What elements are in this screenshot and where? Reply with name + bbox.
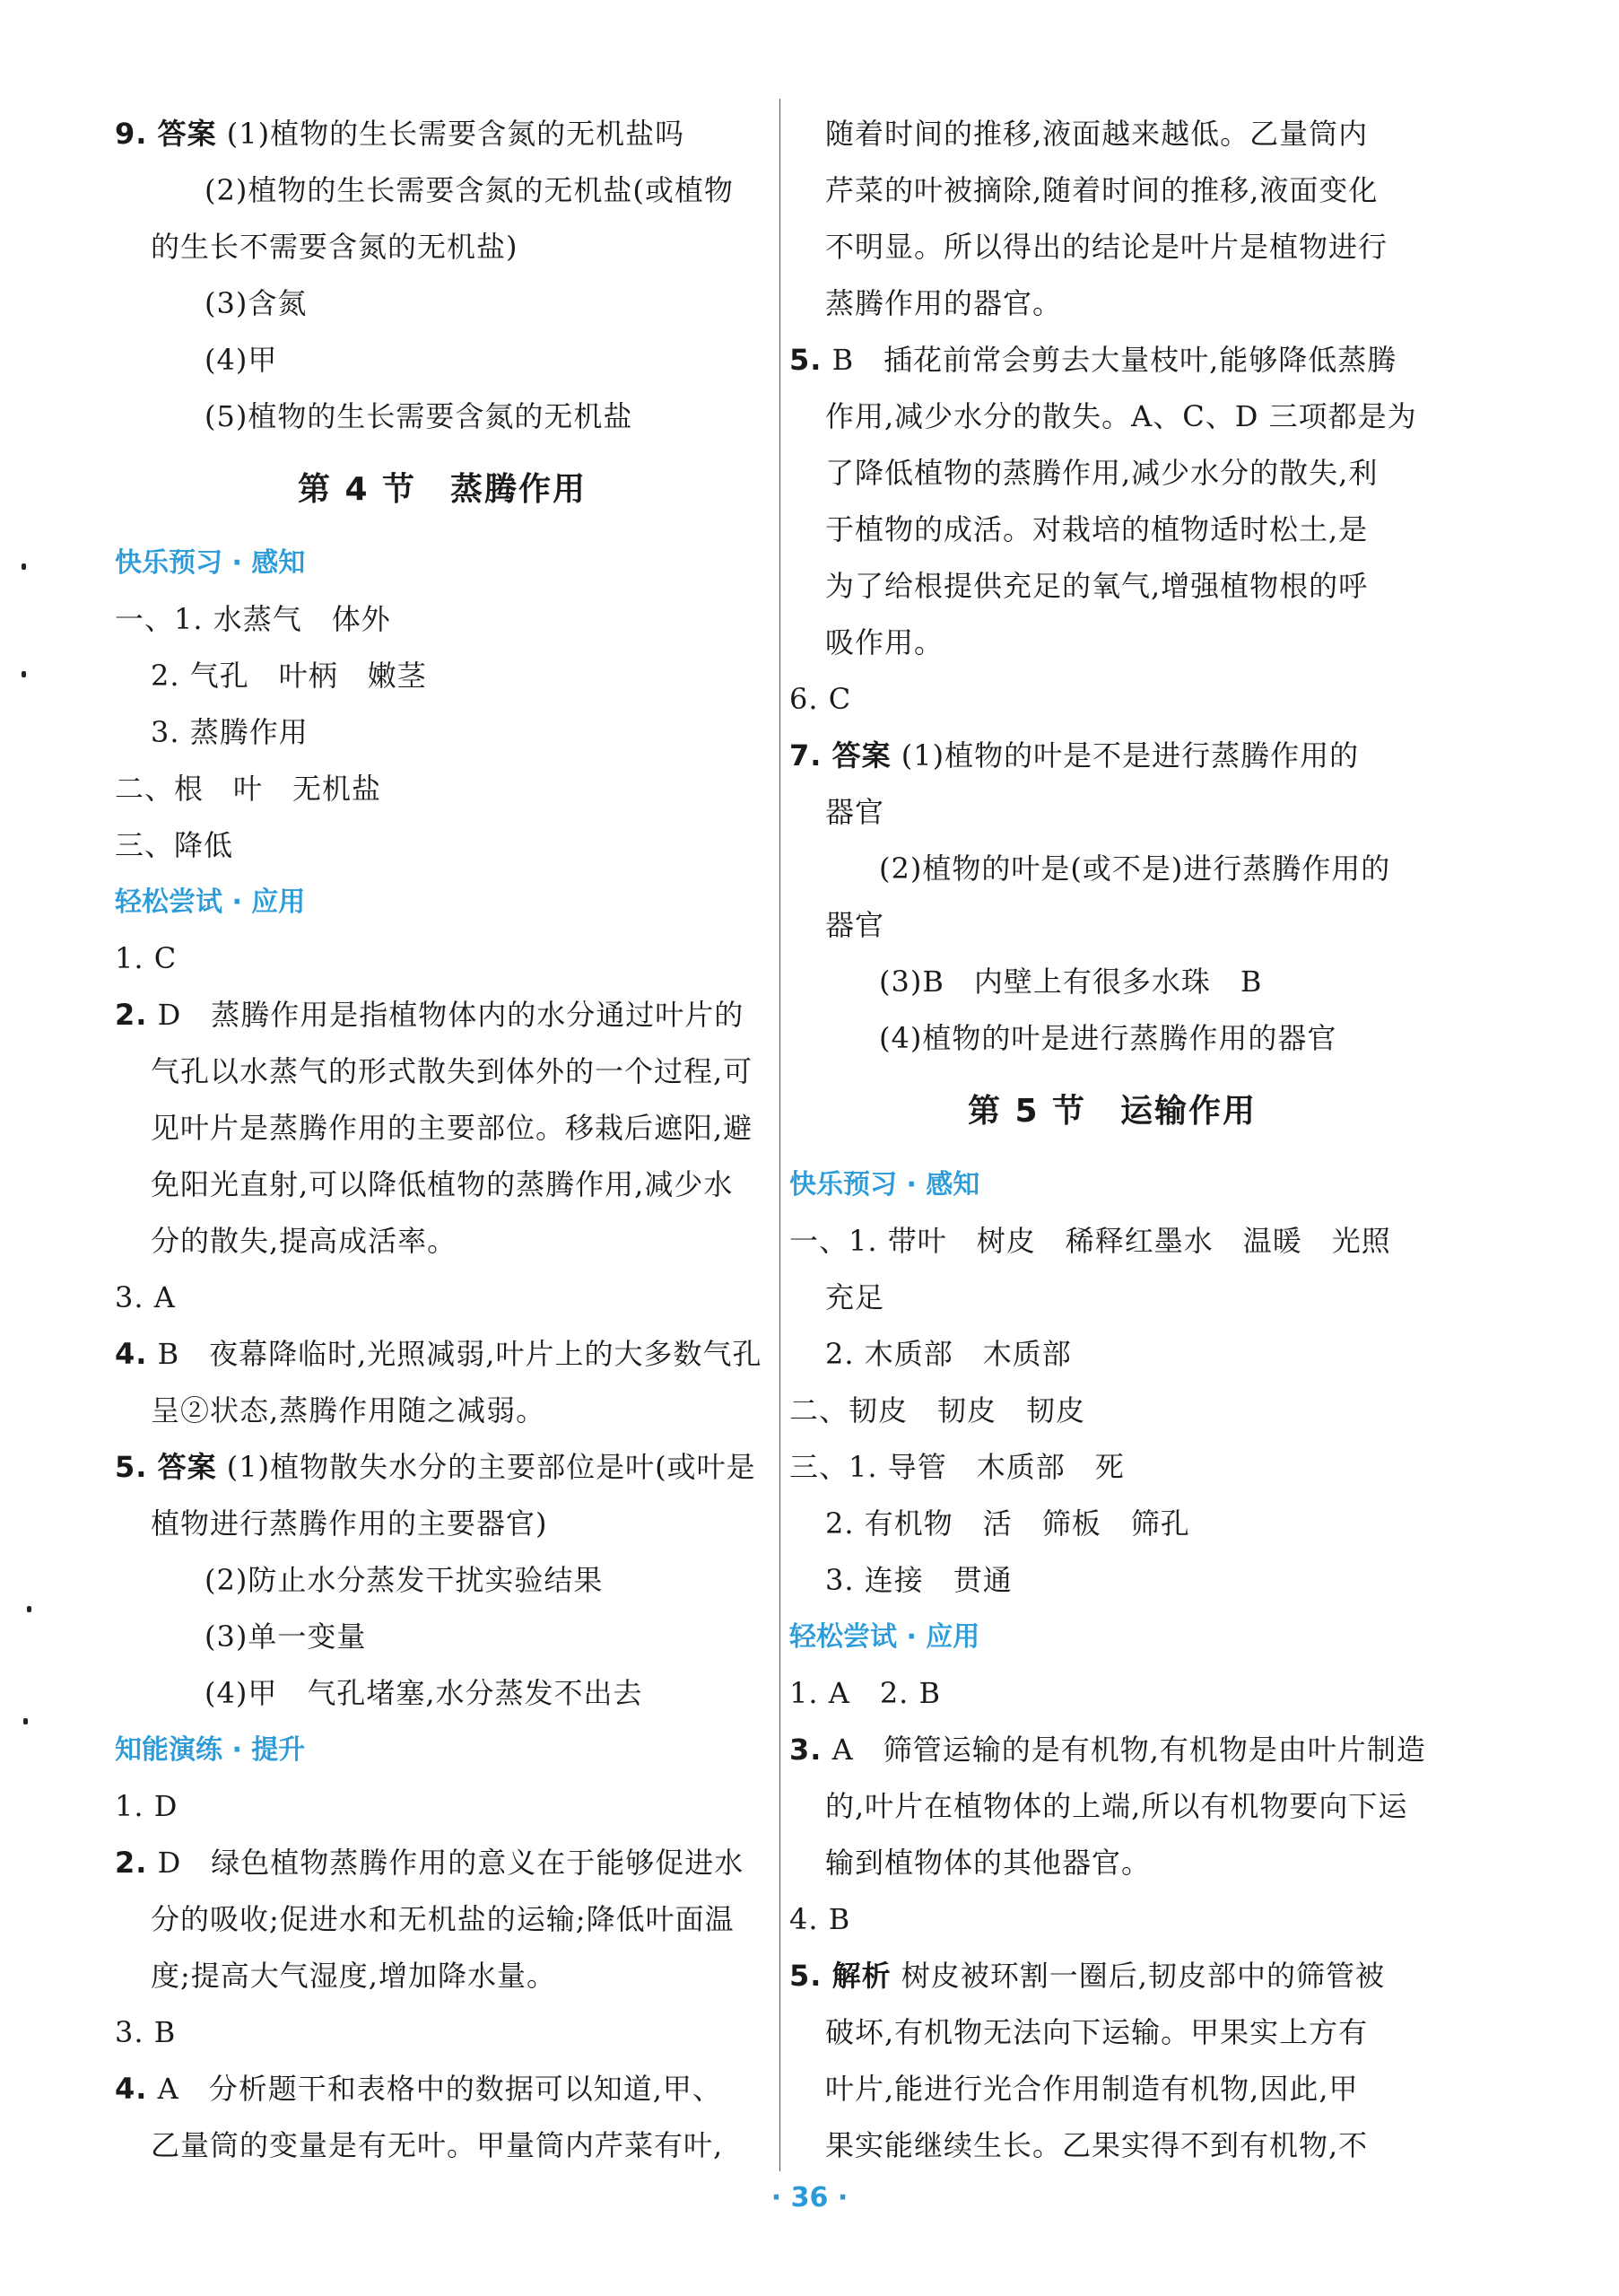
subsection-heading: 知能演练 · 提升 (115, 1734, 306, 1766)
answer-line: 了降低植物的蒸腾作用,减少水分的散失,利 (825, 456, 1379, 490)
subsection-heading: 轻松尝试 · 应用 (789, 1621, 980, 1653)
answer-line: 二、韧皮 韧皮 韧皮 (789, 1393, 1086, 1427)
answer-line: 破坏,有机物无法向下运输。甲果实上方有 (825, 2015, 1369, 2049)
answer-line: 7. 答案 (1)植物的叶是不是进行蒸腾作用的 (789, 738, 1360, 773)
answer-line: (3)单一变量 (205, 1619, 367, 1654)
answer-line: 免阳光直射,可以降低植物的蒸腾作用,减少水 (151, 1167, 734, 1201)
answer-line: 2. D 绿色植物蒸腾作用的意义在于能够促进水 (115, 1846, 744, 1880)
answer-line: 2. 气孔 叶柄 嫩茎 (151, 659, 427, 693)
answer-line: 的,叶片在植物体的上端,所以有机物要向下运 (825, 1789, 1408, 1823)
answer-line: 分的散失,提高成活率。 (151, 1224, 457, 1258)
answer-line: 4. A 分析题干和表格中的数据可以知道,甲、 (115, 2072, 722, 2106)
answer-line: 3. B (115, 2015, 177, 2049)
answer-line: 9. 答案 (1)植物的生长需要含氮的无机盐吗 (115, 117, 685, 151)
answer-line: (2)防止水分蒸发干扰实验结果 (205, 1563, 604, 1597)
answer-line: 度;提高大气湿度,增加降水量。 (151, 1959, 556, 1993)
left-column (115, 106, 770, 2174)
answer-line: 2. 木质部 木质部 (825, 1337, 1072, 1371)
answer-line: 充足 (825, 1280, 885, 1314)
answer-line: (2)植物的叶是(或不是)进行蒸腾作用的 (879, 851, 1391, 886)
answer-line: 果实能继续生长。乙果实得不到有机物,不 (825, 2128, 1369, 2162)
answer-line: 3. A (115, 1280, 176, 1314)
answer-line: 1. C (115, 941, 178, 975)
column-divider (779, 99, 780, 2171)
answer-line: 器官 (825, 795, 885, 829)
answer-line: 为了给根提供充足的氧气,增强植物根的呼 (825, 569, 1369, 603)
answer-line: 一、1. 带叶 树皮 稀释红墨水 温暖 光照 (789, 1224, 1391, 1258)
answer-line: 不明显。所以得出的结论是叶片是植物进行 (825, 230, 1388, 264)
margin-mark (23, 1718, 28, 1724)
section-title: 第 5 节 运输作用 (967, 1093, 1258, 1130)
answer-line: 芹菜的叶被摘除,随着时间的推移,液面变化 (825, 173, 1379, 207)
margin-mark (22, 563, 26, 570)
answer-line: 1. A 2. B (789, 1676, 942, 1710)
answer-line: (3)含氮 (205, 286, 308, 320)
answer-line: 气孔以水蒸气的形式散失到体外的一个过程,可 (151, 1054, 753, 1088)
answer-line: 三、降低 (115, 828, 234, 862)
answer-line: 乙量筒的变量是有无叶。甲量筒内芹菜有叶, (151, 2128, 724, 2162)
answer-line: 4. B 夜幕降临时,光照减弱,叶片上的大多数气孔 (115, 1337, 762, 1371)
answer-line: (4)甲 (205, 343, 278, 377)
answer-line: (4)甲 气孔堵塞,水分蒸发不出去 (205, 1676, 643, 1710)
answer-line: 3. 蒸腾作用 (151, 715, 309, 749)
answer-line: 三、1. 导管 木质部 死 (789, 1450, 1125, 1484)
answer-line: 2. D 蒸腾作用是指植物体内的水分通过叶片的 (115, 998, 744, 1032)
answer-line: 吸作用。 (825, 625, 944, 659)
answer-line: 二、根 叶 无机盐 (115, 772, 382, 806)
answer-line: 5. 答案 (1)植物散失水分的主要部位是叶(或叶是 (115, 1450, 756, 1484)
subsection-heading: 轻松尝试 · 应用 (115, 886, 306, 918)
answer-line: 见叶片是蒸腾作用的主要部位。移栽后遮阳,避 (151, 1111, 753, 1145)
answer-line: 分的吸收;促进水和无机盐的运输;降低叶面温 (151, 1902, 735, 1936)
answer-line: 4. B (789, 1902, 851, 1936)
subsection-heading: 快乐预习 · 感知 (789, 1169, 980, 1200)
margin-mark (22, 671, 26, 677)
answer-line: 输到植物体的其他器官。 (825, 1846, 1152, 1880)
answer-line: 呈②状态,蒸腾作用随之减弱。 (151, 1393, 546, 1427)
answer-line: 3. 连接 贯通 (825, 1563, 1013, 1597)
answer-line: 叶片,能进行光合作用制造有机物,因此,甲 (825, 2072, 1359, 2106)
answer-line: 一、1. 水蒸气 体外 (115, 602, 391, 636)
answer-line: 随着时间的推移,液面越来越低。乙量筒内 (825, 117, 1369, 151)
answer-line: 5. 解析 树皮被环割一圈后,韧皮部中的筛管被 (789, 1959, 1385, 1993)
answer-line: 6. C (789, 682, 852, 716)
page-number: · 36 · (770, 2182, 849, 2213)
answer-line: 2. 有机物 活 筛板 筛孔 (825, 1506, 1190, 1541)
subsection-heading: 快乐预习 · 感知 (115, 547, 306, 579)
answer-line: 蒸腾作用的器官。 (825, 286, 1063, 320)
answer-line: 的生长不需要含氮的无机盐) (151, 230, 518, 264)
answer-line: 3. A 筛管运输的是有机物,有机物是由叶片制造 (789, 1733, 1426, 1767)
answer-line: (4)植物的叶是进行蒸腾作用的器官 (879, 1021, 1337, 1055)
answer-line: (5)植物的生长需要含氮的无机盐 (205, 399, 633, 433)
answer-line: (3)B 内壁上有很多水珠 B (879, 965, 1263, 999)
answer-line: 于植物的成活。对栽培的植物适时松土,是 (825, 512, 1369, 546)
section-title: 第 4 节 蒸腾作用 (297, 471, 588, 508)
answer-line: 5. B 插花前常会剪去大量枝叶,能够降低蒸腾 (789, 343, 1397, 377)
answer-line: 作用,减少水分的散失。A、C、D 三项都是为 (825, 399, 1417, 433)
answer-line: (2)植物的生长需要含氮的无机盐(或植物 (205, 173, 734, 207)
answer-line: 器官 (825, 908, 885, 942)
answer-line: 1. D (115, 1789, 178, 1823)
margin-mark (27, 1606, 31, 1612)
answer-line: 植物进行蒸腾作用的主要器官) (151, 1506, 548, 1541)
right-column (789, 106, 1435, 2174)
